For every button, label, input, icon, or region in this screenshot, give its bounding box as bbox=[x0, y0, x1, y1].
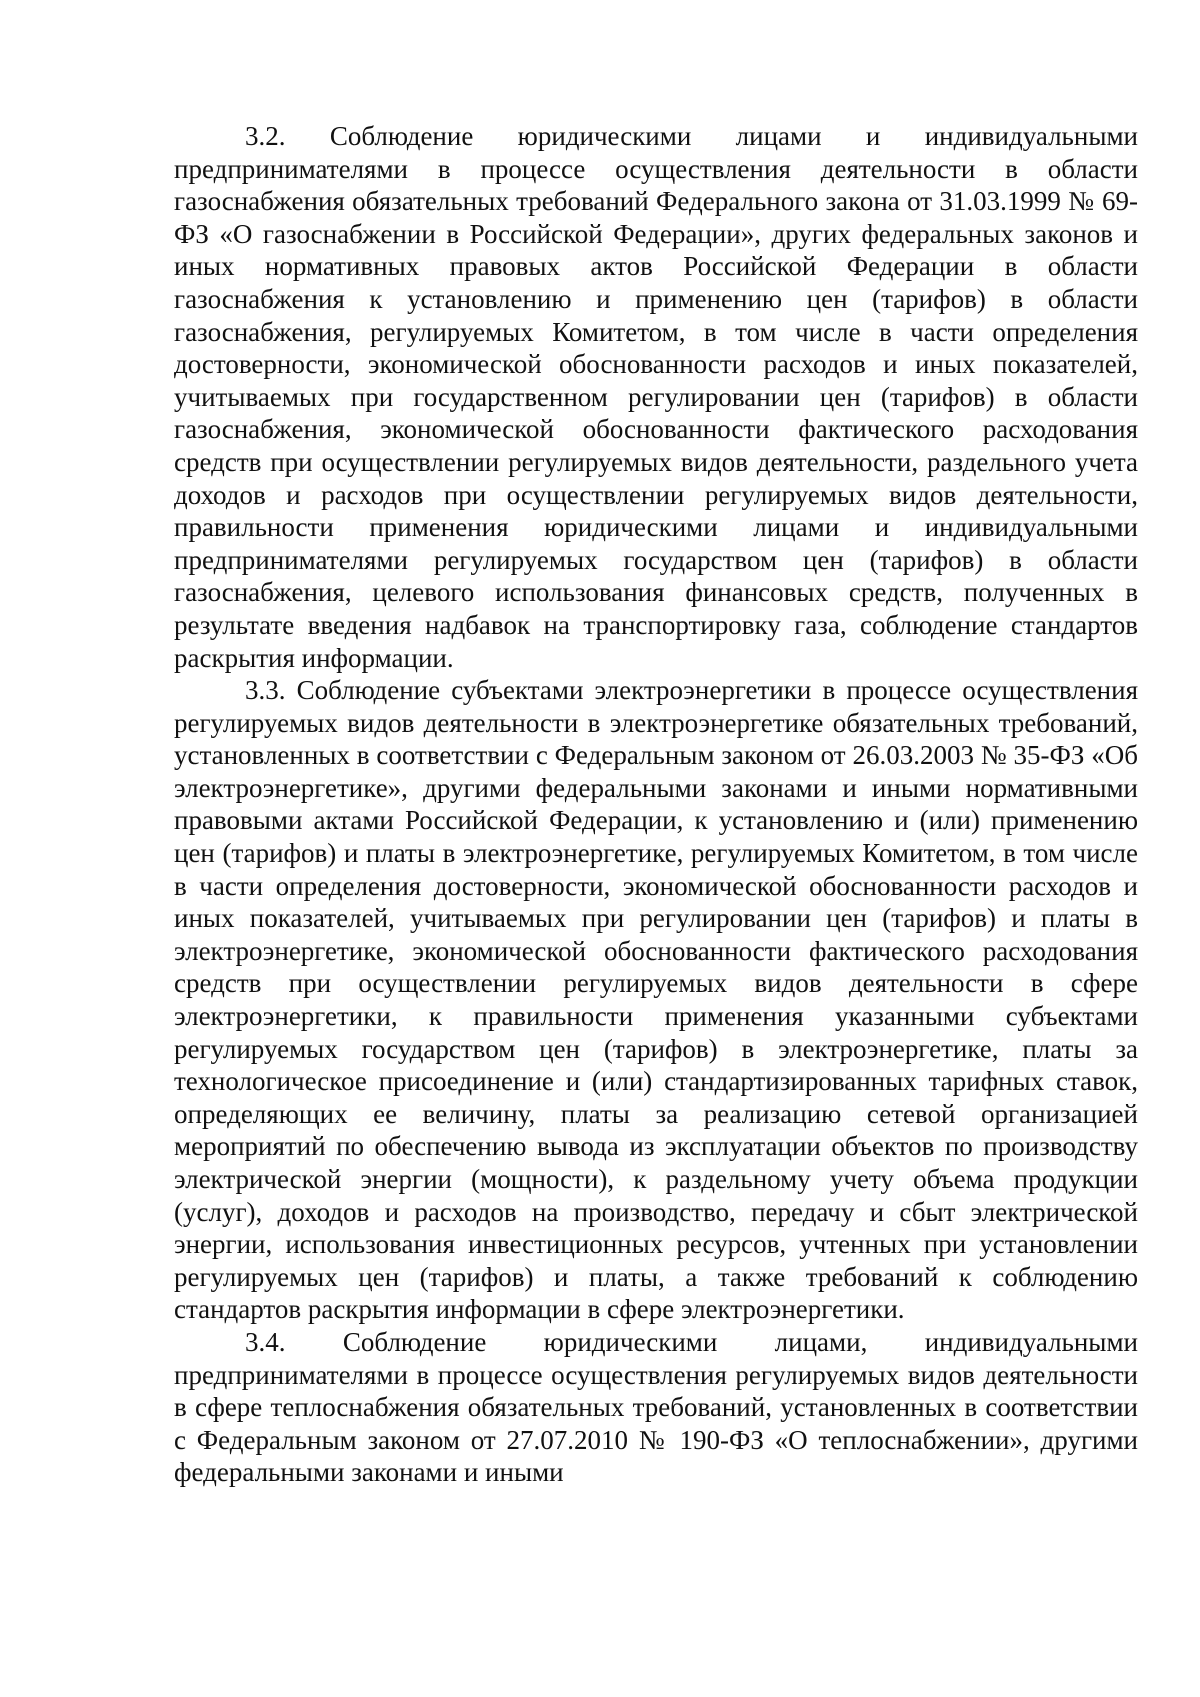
document-body bbox=[174, 120, 1138, 1489]
paragraph-3-3: 3.3. Соблюдение субъектами электроэнергетики в процессе осуществления регулируемых видов деятельности в электроэнергетике обязательных требований, установленных в соответствии с Федеральным законом от 26.03.2003 № 35-ФЗ «Об электроэнергетике», другими федеральными законами и иными нормативными правовыми актами Российской Федерации, к установлению и (или) применению цен (тарифов) и платы в электроэнергетике, регулируемых Комитетом, в том числе в части определения достоверности, экономической обоснованности расходов и иных показателей, учитываемых при регулировании цен (тарифов) и платы в электроэнергетике, экономической обоснованности фактического расходования средств при осуществлении регулируемых видов деятельности в сфере электроэнергетики, к правильности применения указанными субъектами регулируемых государством цен (тарифов) в электроэнергетике, платы за технологическое присоединение и (или) стандартизированных тарифных ставок, определяющих ее величину, платы за реализацию сетевой организацией мероприятий по обеспечению вывода из эксплуатации объектов по производству электрической энергии (мощности), к раздельному учету объема продукции (услуг), доходов и расходов на производство, передачу и сбыт электрической энергии, использования инвестиционных ресурсов, учтенных при установлении регулируемых цен (тарифов) и платы, а также требований к соблюдению стандартов раскрытия информации в сфере электроэнергетики. bbox=[174, 675, 1138, 1325]
paragraph-3-2: 3.2. Соблюдение юридическими лицами и индивидуальными предпринимателями в процессе осуществления деятельности в области газоснабжения обязательных требований Федерального закона от 31.03.1999 № 69-ФЗ «О газоснабжении в Российской Федерации», других федеральных законов и иных нормативных правовых актов Российской Федерации в области газоснабжения к установлению и применению цен (тарифов) в области газоснабжения, регулируемых Комитетом, в том числе в части определения достоверности, экономической обоснованности расходов и иных показателей, учитываемых при государственном регулировании цен (тарифов) в области газоснабжения, экономической обоснованности фактического расходования средств при осуществлении регулируемых видов деятельности, раздельного учета доходов и расходов при осуществлении регулируемых видов деятельности, правильности применения юридическими лицами и индивидуальными предпринимателями регулируемых государством цен (тарифов) в области газоснабжения, целевого использования финансовых средств, полученных в результате введения надбавок на транспортировку газа, соблюдение стандартов раскрытия информации. bbox=[174, 121, 1138, 673]
paragraph-3-4: 3.4. Соблюдение юридическими лицами, индивидуальными предпринимателями в процессе осуществления регулируемых видов деятельности в сфере теплоснабжения обязательных требований, установленных в соответствии с Федеральным законом от 27.07.2010 № 190-ФЗ «О теплоснабжении», другими федеральными законами и иными bbox=[174, 1326, 1138, 1488]
